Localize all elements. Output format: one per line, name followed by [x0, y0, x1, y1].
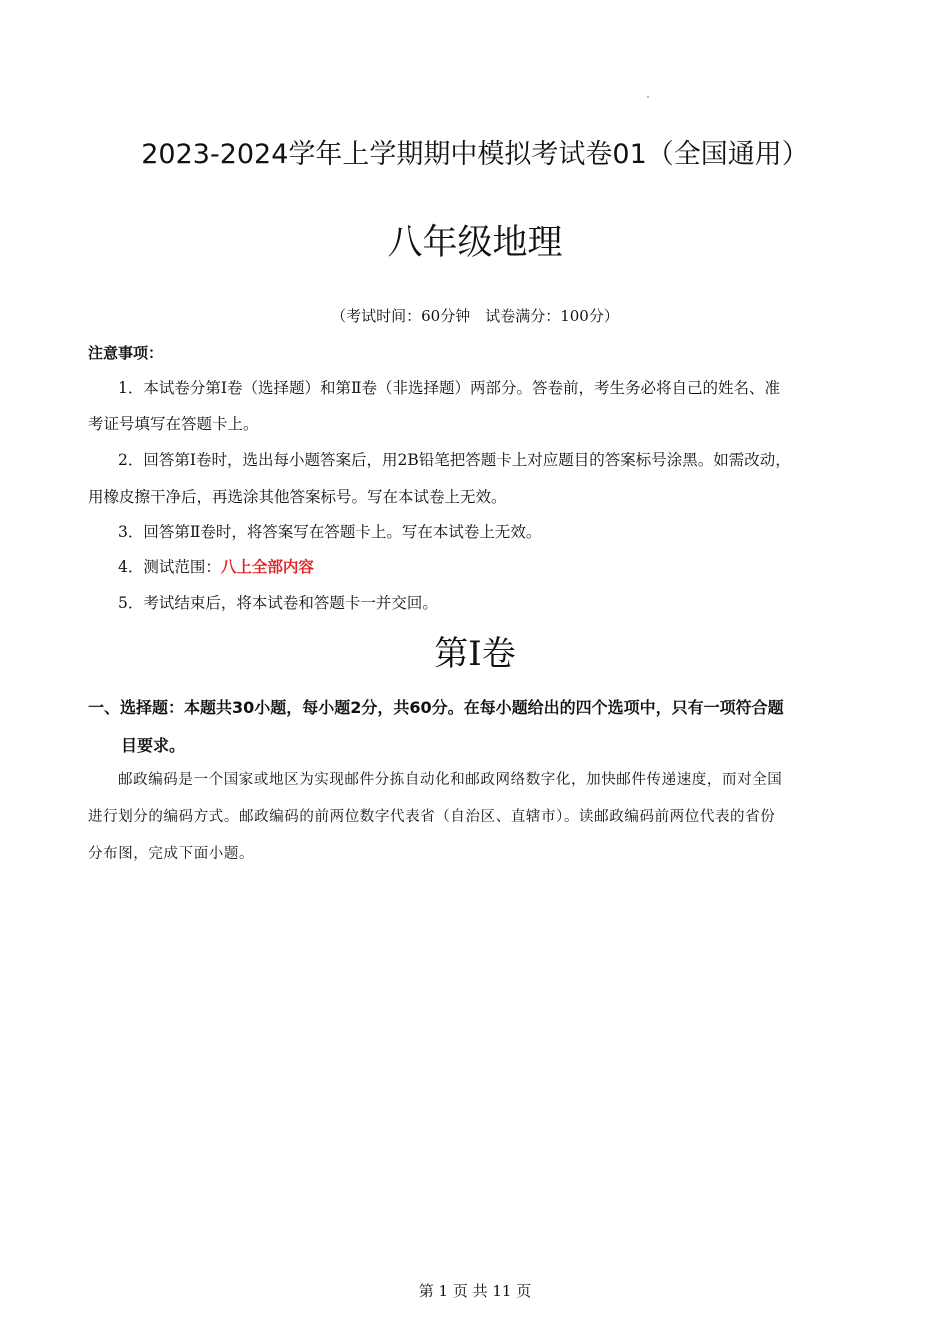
notice-heading: 注意事项： — [88, 344, 164, 362]
volume-title: 第Ⅰ卷 — [434, 634, 516, 674]
passage-line-1: 邮政编码是一个国家或地区为实现邮件分拣自动化和邮政网络数字化，加快邮件传递速度，而对全国 — [118, 772, 783, 788]
notice-item-3: 3．回答第Ⅱ卷时，将答案写在答题卡上。写在本试卷上无效。 — [118, 523, 542, 541]
notice-item-2-line-1: 2．回答第Ⅰ卷时，选出每小题答案后，用2B铅笔把答题卡上对应题目的答案标号涂黑。如需改动， — [118, 451, 791, 469]
notice-item-1-line-2: 考证号填写在答题卡上。 — [88, 415, 259, 433]
exam-info: （考试时间：60分钟 试卷满分：100分） — [331, 307, 619, 325]
notice-item-5: 5．考试结束后，将本试卷和答题卡一并交回。 — [118, 594, 438, 612]
exam-title: 2023-2024学年上学期期中模拟考试卷01（全国通用） — [141, 139, 809, 170]
passage-line-2: 进行划分的编码方式。邮政编码的前两位数字代表省（自治区、直辖市）。读邮政编码前两位代表的省份 — [88, 809, 776, 825]
subject-title: 八年级地理 — [387, 223, 563, 263]
section-heading-line-1: 一、选择题：本题共30小题，每小题2分，共60分。在每小题给出的四个选项中，只有一项符合题 — [88, 698, 784, 717]
section-heading-line-2: 目要求。 — [121, 736, 186, 755]
notice-item-2-line-2: 用橡皮擦干净后，再选涂其他答案标号。写在本试卷上无效。 — [88, 488, 507, 506]
notice-item-4-label: 4．测试范围： — [118, 558, 221, 576]
page-footer: 第 1 页 共 11 页 — [418, 1282, 532, 1300]
notice-item-1-line-1: 1．本试卷分第Ⅰ卷（选择题）和第Ⅱ卷（非选择题）两部分。答卷前，考生务必将自己的姓名、准 — [118, 379, 781, 397]
passage-line-3: 分布图，完成下面小题。 — [88, 846, 255, 862]
test-scope-highlight: 八上全部内容 — [220, 558, 314, 576]
page-mark — [647, 96, 649, 98]
notice-item-4 — [118, 555, 314, 577]
